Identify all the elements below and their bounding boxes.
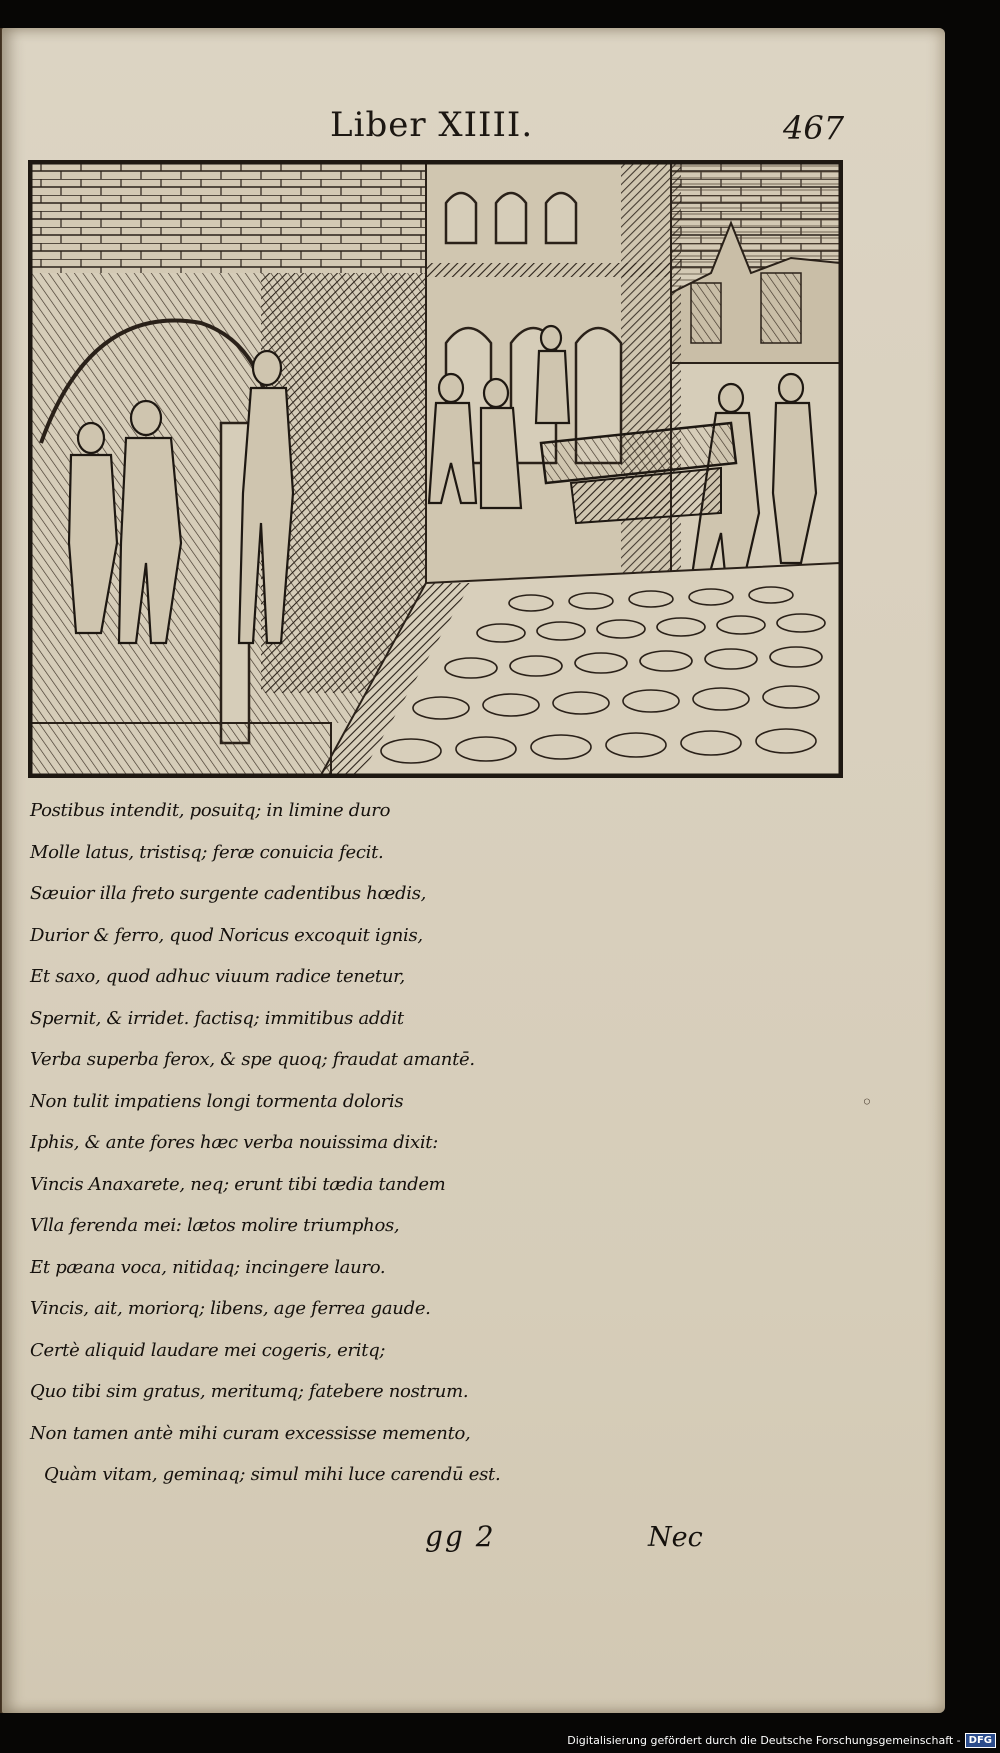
verse-line: Vincis, ait, moriorq; libens, age ferrea gaude. xyxy=(30,1298,431,1319)
verse-line: Iphis, & ante fores hæc verba nouissima dixit: xyxy=(30,1132,438,1153)
verse-line: Non tamen antè mihi curam excessisse memento, xyxy=(30,1422,471,1444)
verse-line: Vincis Anaxarete, neq; erunt tibi tædia tandem xyxy=(30,1173,446,1195)
verse-line: Quo tibi sim gratus, meritumq; fatebere nostrum. xyxy=(30,1381,469,1402)
verse-line: Non tulit impatiens longi tormenta doloris xyxy=(30,1090,404,1112)
verse-text xyxy=(30,790,850,1496)
woodcut-illustration-icon xyxy=(28,160,843,778)
verse-line: Vlla ferenda mei: lætos molire triumphos, xyxy=(30,1215,400,1236)
verse-line: Spernit, & irridet. factisq; immitibus addit xyxy=(30,1007,404,1029)
verse-line: Postibus intendit, posuitq; in limine duro xyxy=(30,800,391,821)
running-head xyxy=(0,95,1000,155)
page-number: 467 xyxy=(783,109,845,147)
dfg-logo-icon: DFG xyxy=(965,1733,996,1748)
verse-line: Certè aliquid laudare mei cogeris, eritq; xyxy=(30,1339,386,1361)
verse-line: Durior & ferro, quod Noricus excoquit ignis, xyxy=(30,924,423,946)
verse-line: Et saxo, quod adhuc viuum radice tenetur, xyxy=(30,966,405,987)
catchword: Nec xyxy=(648,1522,703,1553)
verse-line: Quàm vitam, geminaq; simul mihi luce carendū est. xyxy=(44,1464,501,1485)
signature-mark: gg 2 xyxy=(425,1520,496,1553)
margin-mark-icon: ◦ xyxy=(861,1090,873,1114)
book-title: Liber XIIII. xyxy=(330,105,534,145)
verse-line: Et pæana voca, nitidaq; incingere lauro. xyxy=(30,1256,386,1278)
dfg-footer xyxy=(567,1731,996,1749)
verse-line: Verba superba ferox, & spe quoq; fraudat amantē. xyxy=(30,1049,475,1070)
verse-line: Sæuior illa freto surgente cadentibus hœdis, xyxy=(30,883,427,904)
dfg-credit-text: Digitalisierung gefördert durch die Deutsche Forschungsgemeinschaft - xyxy=(567,1733,961,1747)
verse-line: Molle latus, tristisq; feræ conuicia fecit. xyxy=(30,841,384,863)
